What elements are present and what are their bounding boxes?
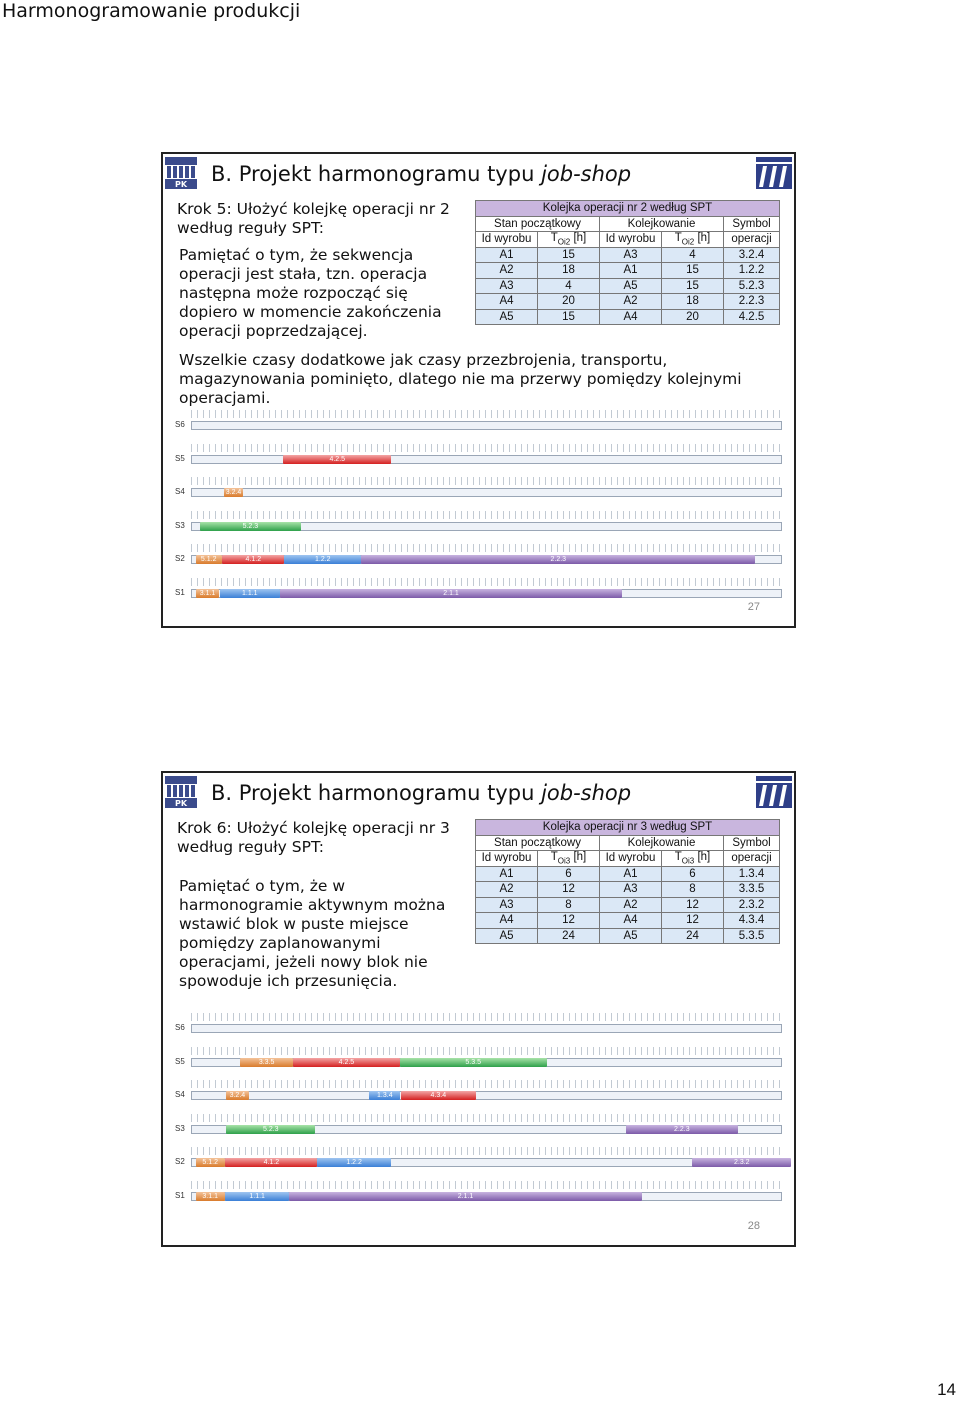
- col-t-header: $T_{Oi3}$ [h]: [662, 851, 724, 867]
- gantt-bar-1-2-2: 1.2.2: [284, 555, 361, 564]
- gantt-time-axis: [191, 544, 782, 552]
- table-cell: 24: [662, 928, 724, 944]
- table-cell: 20: [538, 294, 600, 310]
- group-queueing: Kolejkowanie: [600, 835, 724, 851]
- table-cell: A2: [600, 294, 662, 310]
- slide-number: 28: [747, 1220, 760, 1232]
- table-cell: 1.3.4: [724, 866, 780, 882]
- table-cell: A5: [600, 278, 662, 294]
- gantt-lane-label: S2: [175, 554, 185, 563]
- gantt-time-axis: [191, 410, 782, 418]
- table-cell: 5.2.3: [724, 278, 780, 294]
- gantt-bar-3-1-1: 3.1.1: [196, 589, 220, 598]
- table-cell: 8: [662, 882, 724, 898]
- gantt-lane-label: S1: [175, 587, 185, 597]
- table-cell: 12: [538, 913, 600, 929]
- note-text: Pamiętać o tym, że w harmonogramie aktywnym można wstawić blok w puste miejsce pomiędzy zaplanowanymi operacjami, jeżeli nowy blok nie spowoduje ich przesunięcia.: [179, 877, 446, 990]
- spt-queue-table: [475, 819, 780, 944]
- gantt-lane-label: S6: [175, 420, 185, 429]
- slide-27: [161, 152, 796, 628]
- group-initial-state: Stan początkowy: [476, 835, 600, 851]
- table-cell: A3: [476, 278, 538, 294]
- gantt-bar-3-2-4: 3.2.4: [226, 1091, 249, 1100]
- table-cell: 12: [662, 897, 724, 913]
- gantt-bar-1-2-2: 1.2.2: [317, 1158, 390, 1167]
- col-t-header: $T_{Oi3}$ [h]: [538, 851, 600, 867]
- svg-text:PK: PK: [174, 799, 188, 808]
- faculty-logo-icon: [755, 773, 793, 809]
- gantt-lane-label: S3: [175, 520, 185, 530]
- step-text: Krok 5: Ułożyć kolejkę operacji nr 2 według reguły SPT:: [177, 200, 450, 237]
- gantt-lane-label: S2: [175, 1157, 185, 1166]
- gantt-bar-5-1-2: 5.1.2: [196, 1158, 225, 1167]
- gantt-bar-2-2-3: 2.2.3: [361, 555, 755, 564]
- table-cell: 15: [538, 247, 600, 263]
- gantt-bar-3-2-4: 3.2.4: [225, 489, 242, 496]
- gantt-bar-2-1-1: 2.1.1: [280, 589, 623, 598]
- table-cell: A4: [476, 913, 538, 929]
- slide-title: B. Projekt harmonogramu typu job-shop: [211, 162, 632, 186]
- gantt-time-axis: [191, 1114, 782, 1122]
- table-cell: A1: [476, 247, 538, 263]
- table-cell: 5.3.5: [724, 928, 780, 944]
- gantt-lane-label: S4: [175, 1090, 185, 1099]
- gantt-bar-2-2-3: 2.2.3: [626, 1125, 738, 1134]
- table-cell: A1: [600, 866, 662, 882]
- col-t-header: $T_{Oi2}$ [h]: [538, 232, 600, 248]
- table-cell: A4: [600, 309, 662, 325]
- gantt-time-axis: [191, 444, 782, 452]
- gantt-lane-label: S4: [175, 487, 185, 496]
- gantt-bar-1-3-4: 1.3.4: [369, 1091, 400, 1100]
- table-cell: 15: [662, 278, 724, 294]
- svg-text:PK: PK: [174, 180, 188, 189]
- table-caption: Kolejka operacji nr 3 według SPT: [476, 820, 780, 836]
- table-caption: Kolejka operacji nr 2 według SPT: [476, 201, 780, 217]
- gantt-bar-4-2-5: 4.2.5: [283, 455, 391, 464]
- faculty-logo-icon: [755, 154, 793, 190]
- gantt-lane-label: S5: [175, 453, 185, 463]
- table-cell: 24: [538, 928, 600, 944]
- symbol-header-bottom: operacji: [724, 851, 780, 867]
- gantt-bar-4-2-5: 4.2.5: [293, 1058, 399, 1067]
- col-id-header: Id wyrobu: [476, 851, 538, 867]
- gantt-bar-5-2-3: 5.2.3: [226, 1125, 315, 1134]
- gantt-lane: [191, 421, 782, 430]
- gantt-lane-label: S5: [175, 1056, 185, 1066]
- symbol-header: Symbol: [724, 216, 780, 232]
- table-cell: A3: [476, 897, 538, 913]
- table-cell: 18: [662, 294, 724, 310]
- symbol-header-bottom: operacji: [724, 232, 780, 248]
- page-number: 14: [937, 1380, 956, 1399]
- table-cell: A5: [476, 928, 538, 944]
- gantt-time-axis: [191, 511, 782, 519]
- table-cell: 1.2.2: [724, 263, 780, 279]
- table-cell: 4: [662, 247, 724, 263]
- gantt-bar-1-1-1: 1.1.1: [220, 589, 280, 598]
- group-queueing: Kolejkowanie: [600, 216, 724, 232]
- gantt-chart: [173, 1019, 788, 1199]
- table-cell: A1: [600, 263, 662, 279]
- slide-number: 27: [747, 601, 760, 613]
- pk-logo-icon: [163, 773, 199, 809]
- gantt-bar-4-1-2: 4.1.2: [222, 555, 284, 564]
- spt-queue-table: [475, 200, 780, 325]
- table-cell: 12: [538, 882, 600, 898]
- group-initial-state: Stan początkowy: [476, 216, 600, 232]
- table-cell: 15: [662, 263, 724, 279]
- gantt-time-axis: [191, 477, 782, 485]
- gantt-bar-4-1-2: 4.1.2: [225, 1158, 317, 1167]
- gantt-lane-label: S1: [175, 1190, 185, 1200]
- gantt-time-axis: [191, 578, 782, 586]
- table-cell: 2.2.3: [724, 294, 780, 310]
- gantt-lane: [191, 1024, 782, 1033]
- table-cell: A4: [600, 913, 662, 929]
- table-cell: 12: [662, 913, 724, 929]
- gantt-bar-5-3-5: 5.3.5: [400, 1058, 547, 1067]
- table-cell: 8: [538, 897, 600, 913]
- table-cell: A2: [476, 263, 538, 279]
- gantt-chart: [173, 416, 788, 596]
- gantt-bar-2-3-2: 2.3.2: [692, 1158, 791, 1167]
- gantt-lane-label: S3: [175, 1123, 185, 1133]
- gantt-lane: [191, 488, 782, 497]
- slide-title: B. Projekt harmonogramu typu job-shop: [211, 781, 632, 805]
- gantt-lane: [191, 455, 782, 464]
- table-cell: A2: [476, 882, 538, 898]
- gantt-lane-label: S6: [175, 1023, 185, 1032]
- table-cell: 20: [662, 309, 724, 325]
- table-cell: 3.3.5: [724, 882, 780, 898]
- gantt-bar-5-2-3: 5.2.3: [200, 522, 301, 531]
- gantt-time-axis: [191, 1181, 782, 1189]
- gantt-time-axis: [191, 1013, 782, 1021]
- table-cell: A2: [600, 897, 662, 913]
- table-cell: 4.3.4: [724, 913, 780, 929]
- table-cell: 6: [538, 866, 600, 882]
- table-cell: A1: [476, 866, 538, 882]
- gantt-time-axis: [191, 1080, 782, 1088]
- col-id-header: Id wyrobu: [476, 232, 538, 248]
- table-cell: 2.3.2: [724, 897, 780, 913]
- gantt-bar-5-1-2: 5.1.2: [196, 555, 222, 564]
- gantt-bar-4-3-4: 4.3.4: [401, 1091, 476, 1100]
- col-id-header: Id wyrobu: [600, 232, 662, 248]
- gantt-lane: [191, 1091, 782, 1100]
- gantt-bar-1-1-1: 1.1.1: [225, 1192, 289, 1201]
- page-header-title: Harmonogramowanie produkcji: [2, 0, 301, 22]
- table-cell: A4: [476, 294, 538, 310]
- slide-28: [161, 771, 796, 1247]
- note-text: Pamiętać o tym, że sekwencja operacji jest stała, tzn. operacja następna może rozpocząć się dopiero w momencie zakończenia operacji poprzedzającej.: [179, 246, 442, 340]
- table-cell: A3: [600, 247, 662, 263]
- table-cell: A3: [600, 882, 662, 898]
- symbol-header: Symbol: [724, 835, 780, 851]
- pk-logo-icon: [163, 154, 199, 190]
- gantt-bar-3-3-5: 3.3.5: [240, 1058, 293, 1067]
- table-cell: 6: [662, 866, 724, 882]
- col-t-header: $T_{Oi2}$ [h]: [662, 232, 724, 248]
- table-cell: 4: [538, 278, 600, 294]
- gantt-bar-3-1-1: 3.1.1: [196, 1192, 225, 1201]
- gantt-time-axis: [191, 1147, 782, 1155]
- col-id-header: Id wyrobu: [600, 851, 662, 867]
- gantt-time-axis: [191, 1047, 782, 1055]
- table-cell: 3.2.4: [724, 247, 780, 263]
- table-cell: 4.2.5: [724, 309, 780, 325]
- table-cell: 15: [538, 309, 600, 325]
- table-cell: 18: [538, 263, 600, 279]
- extra-text: Wszelkie czasy dodatkowe jak czasy przezbrojenia, transportu, magazynowania pominięto, dlatego nie ma przerwy pomiędzy kolejnymi operacjami.: [179, 351, 742, 407]
- step-text: Krok 6: Ułożyć kolejkę operacji nr 3 według reguły SPT:: [177, 819, 450, 856]
- table-cell: A5: [476, 309, 538, 325]
- gantt-bar-2-1-1: 2.1.1: [289, 1192, 642, 1201]
- table-cell: A5: [600, 928, 662, 944]
